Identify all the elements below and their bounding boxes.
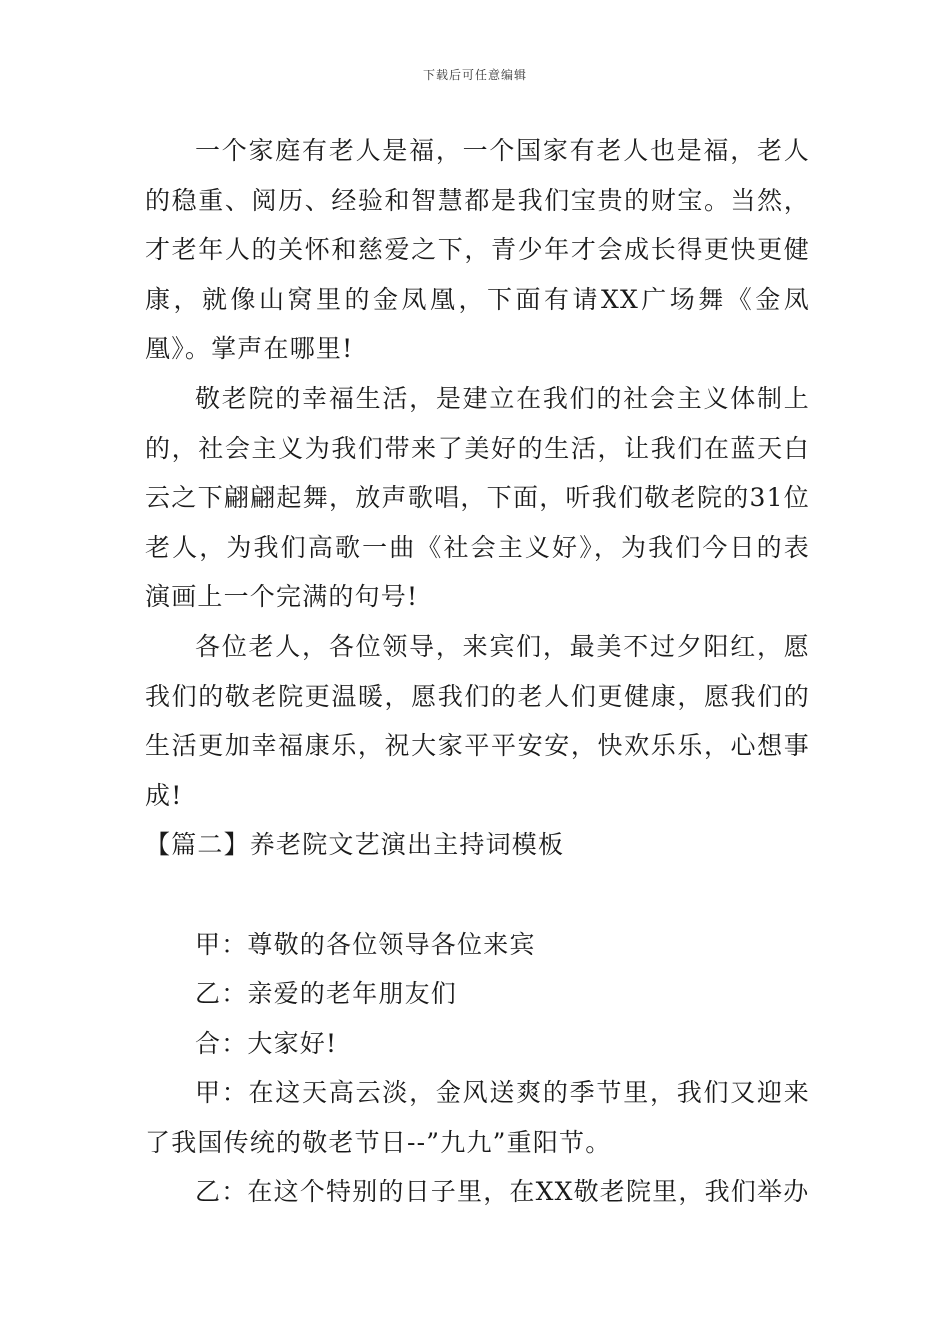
header-note: 下载后可任意编辑 bbox=[422, 68, 527, 82]
dialog-line: 乙：亲爱的老年朋友们 bbox=[195, 979, 458, 1009]
dialog-line: 合：大家好! bbox=[195, 1028, 338, 1058]
dialog-line: 乙：在这个特别的日子里，在XX敬老院里，我们举办 bbox=[195, 1177, 810, 1207]
section-heading: 【篇二】养老院文艺演出主持词模板 bbox=[145, 830, 565, 860]
paragraph: 各位老人，各位领导，来宾们，最美不过夕阳红，愿我们的敬老院更温暖，愿我们的老人们更健康，愿我们的生活更加幸福康乐，祝大家平平安安，快欢乐乐，心想事成! bbox=[145, 631, 810, 810]
paragraph: 一个家庭有老人是福，一个国家有老人也是福，老人的稳重、阅历、经验和智慧都是我们宝贵的财宝。当然，才老年人的关怀和慈爱之下，青少年才会成长得更快更健康，就像山窝里的金凤凰，下面有请XX广场舞《金凤凰》。掌声在哪里! bbox=[145, 136, 810, 364]
document-body bbox=[145, 126, 810, 1217]
dialog-line: 甲：在这天高云淡，金风送爽的季节里，我们又迎来了我国传统的敬老节日--”九九”重阳节。 bbox=[145, 1078, 810, 1157]
blank-line bbox=[145, 870, 810, 920]
dialog-line: 甲：尊敬的各位领导各位来宾 bbox=[195, 929, 536, 959]
paragraph: 敬老院的幸福生活，是建立在我们的社会主义体制上的，社会主义为我们带来了美好的生活，让我们在蓝天白云之下翩翩起舞，放声歌唱，下面，听我们敬老院的31位老人，为我们高歌一曲《社会主义好》，为我们今日的表演画上一个完满的句号! bbox=[145, 383, 810, 612]
